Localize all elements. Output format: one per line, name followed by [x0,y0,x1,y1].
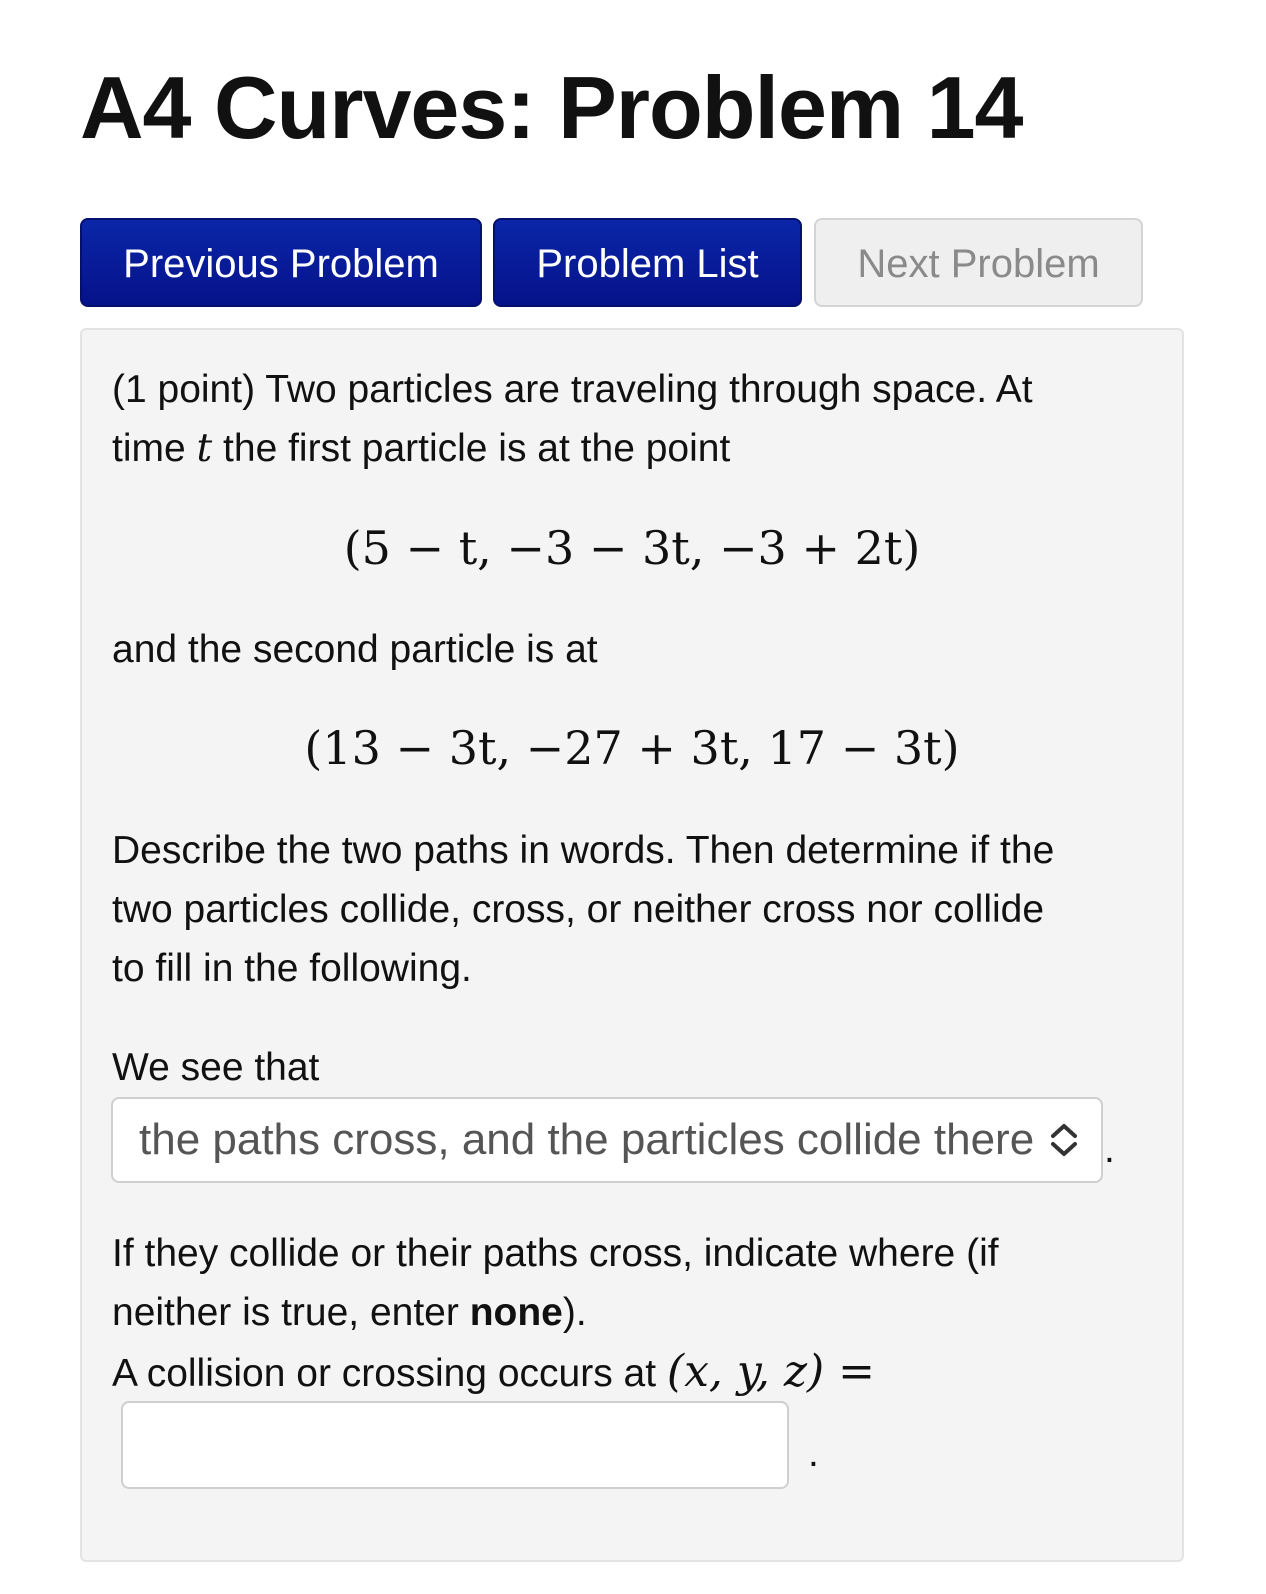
if-collide-line-2 [112,1283,587,1342]
if-line-2-suffix: ). [562,1291,587,1334]
we-see-that-label: We see that [112,1046,320,1089]
intro-text-suffix: the first particle is at the point [212,427,731,470]
collision-type-select[interactable] [111,1097,1103,1183]
xyz-math: (x, y, z) = [666,1346,876,1397]
if-line-2-text: neither is true, enter [112,1291,470,1334]
problem-intro-line-2 [112,419,730,478]
select-selected-value: the paths cross, and the particles collide there [139,1115,1035,1164]
if-collide-line-1: If they collide or their paths cross, indicate where (if [112,1232,999,1275]
input-trailing-period: . [808,1432,819,1475]
variable-t: t [196,426,213,471]
describe-line-3: to fill in the following. [112,947,472,990]
collision-point-input[interactable] [121,1401,789,1489]
page-title: A4 Curves: Problem 14 [80,58,1023,157]
problem-list-button[interactable]: Problem List [493,218,802,307]
next-problem-button: Next Problem [814,218,1143,307]
first-particle-equation: (5 − t, −3 − 3t, −3 + 2t) [343,521,921,575]
collision-text: A collision or crossing occurs at [112,1352,667,1395]
intro-text: time [112,427,197,470]
second-particle-equation: (13 − 3t, −27 + 3t, 17 − 3t) [304,721,960,775]
describe-line-1: Describe the two paths in words. Then determine if the [112,829,1055,872]
select-trailing-period: . [1104,1128,1115,1171]
none-keyword: none [469,1291,563,1334]
collision-point-label [112,1342,875,1403]
problem-intro-line-1: (1 point) Two particles are traveling through space. At [112,368,1033,411]
second-particle-label: and the second particle is at [112,628,598,671]
up-down-chevron-icon [1047,1121,1081,1159]
describe-line-2: two particles collide, cross, or neither cross nor collide [112,888,1045,931]
previous-problem-button[interactable]: Previous Problem [80,218,482,307]
problem-panel [80,328,1184,1562]
